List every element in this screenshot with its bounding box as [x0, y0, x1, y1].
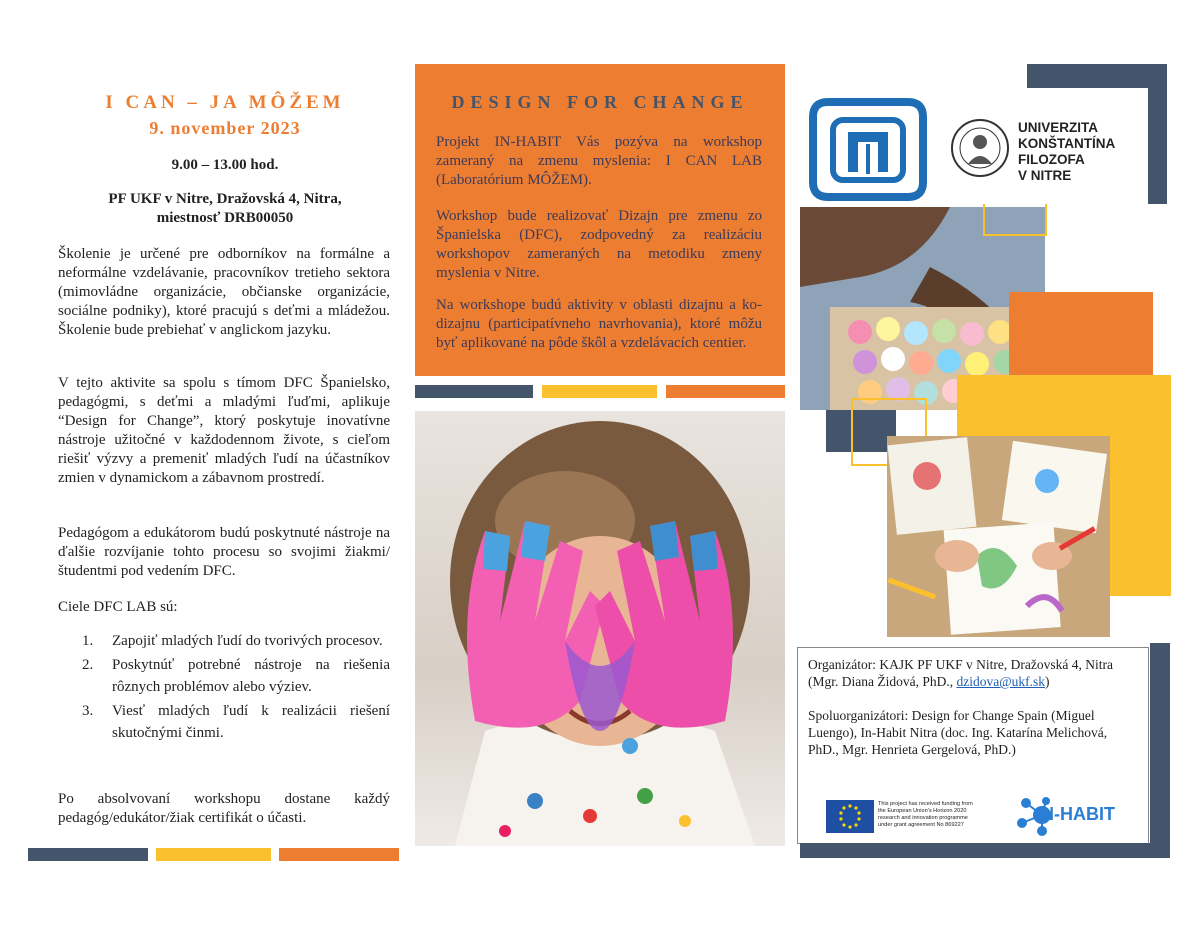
university-name-line: FILOZOFA: [1018, 152, 1085, 167]
faculty-emblem-icon: [808, 92, 928, 206]
goals-list: [82, 630, 390, 746]
invitation-paragraph: Projekt IN-HABIT Vás pozýva na workshop zameraný na zmenu myslenia: I CAN LAB (Laboratórium MÔŽEM).: [436, 134, 762, 188]
decor-frame-navy-right: [1148, 64, 1167, 204]
event-place: [60, 190, 390, 228]
goal-item: [82, 630, 390, 652]
goal-number: 1.: [82, 633, 94, 649]
goal-text: Zapojiť mladých ľudí do tvorivých procesov.: [112, 633, 383, 649]
workshop-paragraph: Workshop bude realizovať Dizajn pre zmenu zo Španielska (DFC), zodpovedný za realizáciu workshopov zameraných na metodiku zmeny myslenia v Nitre.: [436, 208, 762, 281]
decor-bar-orange: [666, 385, 785, 398]
university-name-line: UNIVERZITA: [1018, 120, 1098, 135]
organizer-suffix: ): [1045, 674, 1050, 689]
university-name-line: V NITRE: [1018, 168, 1072, 183]
decor-frame-navy-top: [1027, 64, 1167, 88]
eu-funding-line: research and innovation programme: [878, 815, 968, 821]
drawing-photo-illustration: [887, 436, 1110, 637]
decor-bar-navy-side: [1150, 643, 1170, 858]
intro-paragraph: Školenie je určené pre odborníkov na formálne a neformálne vzdelávanie, pracovníkov tretieho sektora (mimovládne organizácie, občianske organizácie, sociálne podniky), ktoré pracujú s deťmi a mládežou. Školenie bude prebiehať v anglickom jazyku.: [58, 246, 390, 338]
decor-bar-orange: [279, 848, 399, 861]
activity-paragraph: V tejto aktivite sa spolu s tímom DFC Španielsko, pedagógmi, s deťmi a mladými ľuďmi, aplikuje “Design for Change”, ktorý poskytuje inovatívne nástroje užitočné v každodennom živote, s cieľom riešiť výzvy a premeniť mladých ľudí na účastníkov zmien v dynamickom a zábavnom prostredí.: [58, 375, 390, 486]
event-date: 9. november 2023: [149, 118, 301, 138]
tools-paragraph: Pedagógom a edukátorom budú poskytnuté nástroje na ďalšie rozvíjanie tohto procesu so svojimi žiakmi/študentmi pod vedením DFC.: [58, 525, 390, 579]
event-place-line1: PF UKF v Nitre, Dražovská 4, Nitra,: [108, 191, 342, 207]
decor-bar-yellow: [156, 848, 271, 861]
eu-flag-icon: [826, 800, 874, 833]
university-logo-box: [804, 88, 1148, 206]
activities-paragraph: Na workshope budú aktivity v oblasti dizajnu a ko-dizajnu (participatívneho navrhovania), ktoré môžu byť aplikované na pôde škôl a vzdelávacích centier.: [436, 297, 762, 351]
certificate-paragraph: Po absolvovaní workshopu dostane každý pedagóg/edukátor/žiak certifikát o účasti.: [58, 791, 390, 826]
eu-funding-text: [878, 801, 973, 829]
goal-text: Poskytnúť potrebné nástroje na riešenia rôznych problémov alebo výziev.: [112, 657, 390, 695]
decor-bar-yellow: [542, 385, 657, 398]
dfc-title: DESIGN FOR CHANGE: [451, 92, 749, 112]
event-time: 9.00 – 13.00 hod.: [171, 157, 279, 173]
university-name-line: KONŠTANTÍNA: [1018, 136, 1116, 151]
goals-heading: Ciele DFC LAB sú:: [58, 599, 178, 615]
organizer-label: Organizátor: KAJK PF UKF v Nitre, Dražovská 4, Nitra (Mgr. Diana Židová, PhD.,: [808, 657, 1113, 689]
decor-bar-navy-bottom: [800, 843, 1170, 858]
coorganizers-text: Spoluorganizátori: Design for Change Spain (Miguel Luengo), In-Habit Nitra (doc. Ing. Katarína Melichová, PhD., Mgr. Henrieta Gergelová, PhD.): [808, 708, 1108, 757]
goal-number: 3.: [82, 703, 94, 719]
child-photo-illustration: [415, 411, 785, 846]
decor-bar-navy: [28, 848, 148, 861]
organizer-text: [808, 656, 1138, 690]
decor-outline-yellow: [983, 204, 1047, 236]
goal-number: 2.: [82, 657, 94, 673]
eu-funding-line: the European Union's Horizon 2020: [878, 808, 967, 814]
child-painted-hands-photo: [415, 411, 785, 846]
eu-funding-line: under grant agreement No 869227: [878, 822, 964, 828]
university-seal-icon: [950, 118, 1010, 178]
goal-item: [82, 654, 390, 698]
university-name: [1018, 120, 1115, 184]
goal-text: Viesť mladých ľudí k realizácii riešení skutočnými činmi.: [112, 703, 390, 741]
eu-funding-line: This project has received funding from: [878, 801, 973, 807]
eu-stars-icon: [826, 800, 874, 833]
goal-item: [82, 700, 390, 744]
drawing-kids-photo: [887, 436, 1110, 637]
inhabit-logo: [1014, 793, 1124, 837]
organizer-email-link[interactable]: dzidova@ukf.sk: [956, 674, 1046, 689]
inhabit-logo-text: IN-HABIT: [1036, 804, 1115, 824]
decor-bar-navy: [415, 385, 533, 398]
event-place-line2: miestnosť DRB00050: [156, 210, 294, 226]
left-title: I CAN – JA MÔŽEM: [105, 92, 345, 113]
